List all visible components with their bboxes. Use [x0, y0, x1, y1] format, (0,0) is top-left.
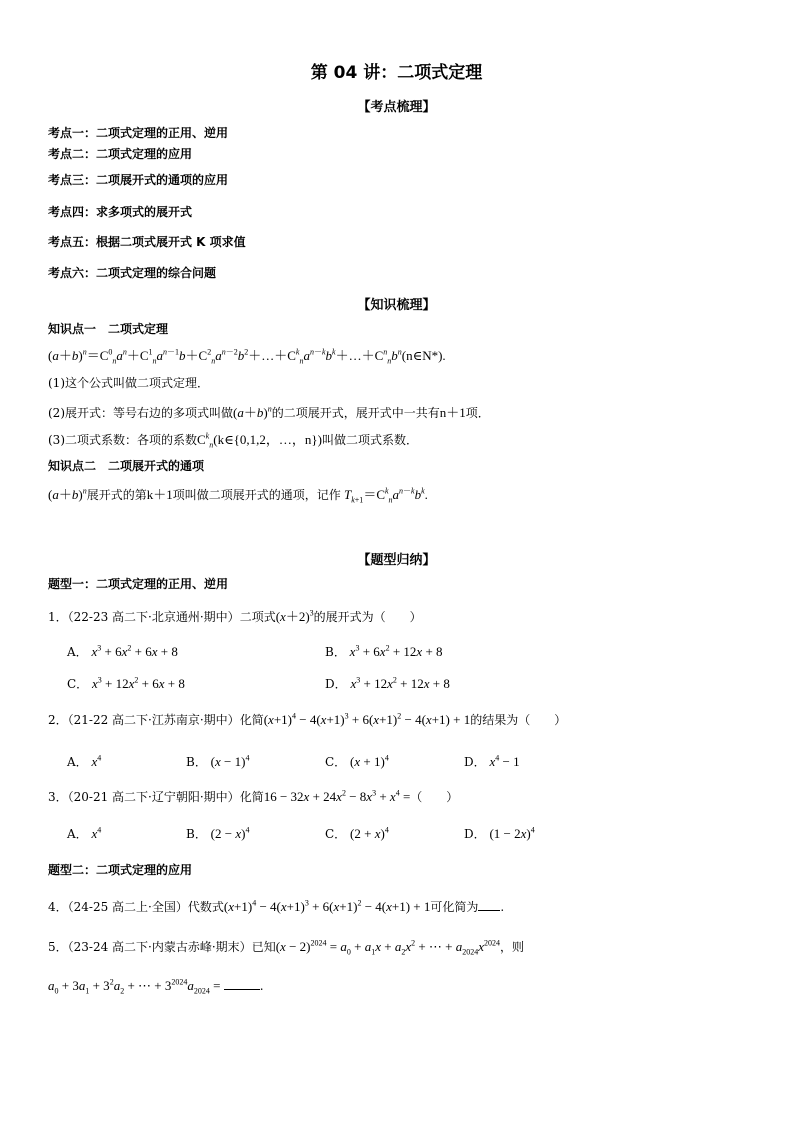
general-term-statement: $(a+b)^n$展开式的第k＋1项叫做二项展开式的通项，记作 $T_{k+1}=C^k_na^{n-k}b^k$. [48, 486, 428, 505]
option-letter: A． [67, 645, 88, 659]
question-5: 5．（23-24 高二下·内蒙古赤峰·期末）已知$(x - 2)^{2024} = a_0 + a_1x + a_2x^2$ + ⋯ + $a_{2024}x^{2024}$，则 [48, 938, 525, 957]
question-2-pre: 化简 [239, 713, 264, 727]
question-4-source: （24-25 高二上·全国） [67, 900, 188, 914]
section-kaodian: 【考点梳理】 [357, 100, 436, 115]
section-zhishi: 【知识梳理】 [357, 298, 436, 313]
kaodian-item-6: 考点六：二项式定理的综合问题 [48, 266, 217, 280]
q3-option-b[interactable]: B． $(2 - x)^4$ [186, 825, 250, 841]
knowledge-item-3-end: 叫做二项式系数． [322, 433, 419, 447]
option-letter: A． [67, 827, 88, 841]
question-3-number: 3． [48, 790, 68, 804]
type-1-title: 题型一：二项式定理的正用、逆用 [48, 577, 229, 591]
question-3-pre: 化简 [239, 790, 264, 804]
knowledge-point-1-title: 知识点一 二项式定理 [48, 322, 169, 336]
question-5-end: . [259, 979, 264, 993]
kaodian-item-3: 考点三：二项展开式的通项的应用 [48, 173, 229, 187]
knowledge-point-2-title: 知识点二 二项展开式的通项 [48, 459, 205, 473]
knowledge-item-3-set: (k∈{0,1,2，…，n}) [213, 432, 322, 447]
question-2-source: （21-22 高二下·江苏南京·期中） [67, 713, 240, 727]
option-letter: D． [325, 677, 347, 691]
knowledge-item-2-end: 项． [465, 406, 490, 420]
binomial-theorem-formula: $(a+b)^n=C^0_na^n+C^1_na^{n-1}b+C^2_na^{n-2}b^2+\dots+C^k_na^{n-k}b^k+\dots+C^n_nb^n(n\in N*)$. [48, 347, 446, 366]
question-4-number: 4． [48, 900, 68, 914]
kaodian-item-1: 考点一：二项式定理的正用、逆用 [48, 126, 229, 140]
answer-blank[interactable] [478, 900, 500, 911]
option-letter: B． [325, 645, 346, 659]
q3-option-d[interactable]: D． $(1 - 2x)^4$ [464, 825, 535, 841]
option-letter: A． [67, 755, 88, 769]
knowledge-item-2-post: 的二项展开式，展开式中一共有 [271, 406, 440, 420]
q1-option-d[interactable]: D． $x^3 + 12x^2 + 12x + 8$ [325, 675, 450, 691]
question-3: 3．（20-21 高二下·辽宁朝阳·期中）化简$16 - 32x + 24x^2 - 8x^3 + x^4$ =（ ） [48, 788, 459, 804]
q2-option-b[interactable]: B． $(x - 1)^4$ [186, 753, 250, 769]
q3-option-a[interactable]: A． $x^4$ [67, 825, 102, 841]
knowledge-item-2: (2)展开式：等号右边的多项式叫做$(a+b)^n$的二项展开式，展开式中一共有n＋1项． [48, 404, 490, 420]
question-1-pre: 二项式 [239, 610, 276, 624]
question-5-line-2: $a_0 + 3a_1 + 3^2a_2$ + ⋯ + $3^{2024}a_{2024}$ = . [48, 977, 264, 996]
knowledge-item-3: (3)二项式系数：各项的系数$C^k_n(k\in\{0,1,2$，…，n})叫做二项式系数． [48, 431, 419, 450]
q2-option-d[interactable]: D． $x^4 - 1$ [464, 753, 520, 769]
answer-blank[interactable] [224, 979, 260, 990]
general-term-mid: 项叫做二项展开式的通项，记作 [172, 488, 341, 502]
knowledge-item-2-pre: (2)展开式：等号右边的多项式叫做 [48, 406, 233, 420]
q2-option-c[interactable]: C． $(x + 1)^4$ [325, 753, 389, 769]
question-5-source: （23-24 高二下·内蒙古赤峰·期末） [67, 940, 252, 954]
question-5-post: ，则 [500, 940, 525, 954]
question-1: 1．（22-23 高二下·北京通州·期中）二项式$(x+2)^3$的展开式为（ ） [48, 608, 422, 624]
knowledge-item-1: (1)这个公式叫做二项式定理． [48, 376, 209, 390]
q1-option-b[interactable]: B． $x^3 + 6x^2 + 12x + 8$ [325, 643, 443, 659]
option-letter: B． [186, 827, 207, 841]
q1-option-c[interactable]: C． $x^3 + 12x^2 + 6x + 8$ [67, 675, 185, 691]
option-letter: D． [464, 827, 486, 841]
option-letter: C． [325, 827, 347, 841]
kaodian-item-4: 考点四：求多项式的展开式 [48, 205, 193, 219]
question-3-post: （ ） [410, 790, 459, 804]
page-title: 第 04 讲：二项式定理 [310, 63, 483, 83]
option-letter: D． [464, 755, 486, 769]
section-tixing: 【题型归纳】 [357, 553, 436, 568]
question-4: 4．（24-25 高二上·全国）代数式$(x+1)^4 - 4(x+1)^3 + 6(x+1)^2 - 4(x+1) + 1$可化简为 . [48, 898, 505, 914]
question-5-pre: 已知 [251, 940, 276, 954]
question-4-pre: 代数式 [187, 900, 224, 914]
question-1-post: 的展开式为（ ） [313, 610, 422, 624]
type-2-title: 题型二：二项式定理的应用 [48, 863, 193, 877]
q1-option-a[interactable]: A． $x^3 + 6x^2 + 6x + 8$ [67, 643, 178, 659]
q2-option-a[interactable]: A． $x^4$ [67, 753, 102, 769]
question-4-end: . [500, 900, 505, 914]
kaodian-item-5: 考点五：根据二项式展开式 K 项求值 [48, 235, 246, 249]
option-letter: B． [186, 755, 207, 769]
kaodian-item-2: 考点二：二项式定理的应用 [48, 147, 193, 161]
knowledge-item-3-pre: (3)二项式系数：各项的系数 [48, 433, 197, 447]
question-2-number: 2． [48, 713, 68, 727]
formula-note: (n∈N*). [401, 348, 446, 363]
question-1-source: （22-23 高二下·北京通州·期中） [67, 610, 240, 624]
question-2-post: 的结果为（ ） [470, 713, 567, 727]
question-5-number: 5． [48, 940, 68, 954]
question-1-number: 1． [48, 610, 68, 624]
knowledge-item-2-count: n＋1 [439, 405, 466, 420]
question-4-post: 可化简为 [430, 900, 479, 914]
q3-option-c[interactable]: C． $(2 + x)^4$ [325, 825, 389, 841]
question-3-source: （20-21 高二下·辽宁朝阳·期中） [67, 790, 240, 804]
question-2: 2．（21-22 高二下·江苏南京·期中）化简$(x+1)^4 - 4(x+1)^3 + 6(x+1)^2 - 4(x+1) + 1$的结果为（ ） [48, 711, 567, 727]
option-letter: C． [67, 677, 89, 691]
general-term-pre: 展开式的第 [86, 488, 147, 502]
general-term-k: k＋1 [146, 487, 173, 502]
option-letter: C． [325, 755, 347, 769]
